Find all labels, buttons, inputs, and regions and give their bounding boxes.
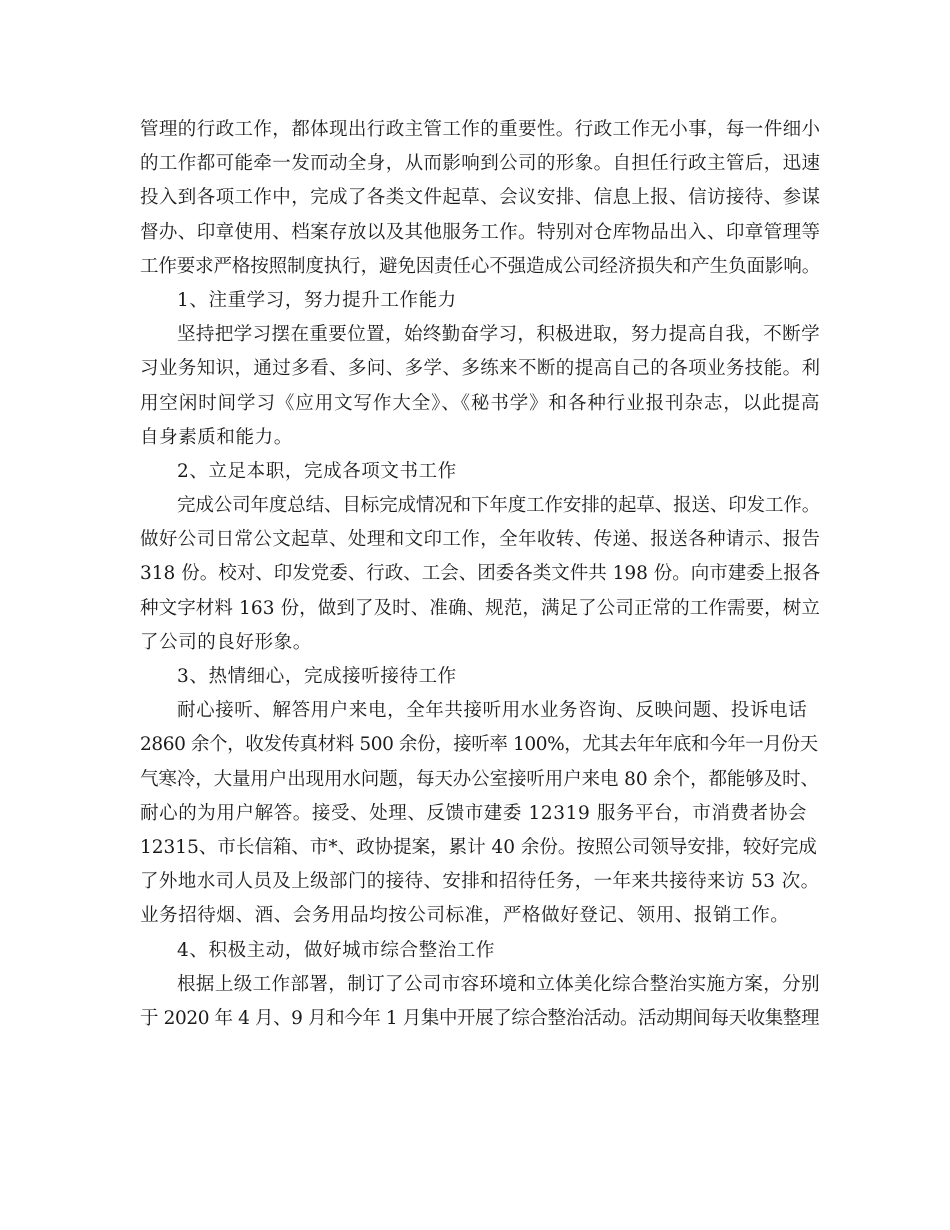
text-line: 318 份。校对、印发党委、行政、工会、团委各类文件共 198 份。向市建委上报各 [140,563,821,585]
text-line: 1、注重学习，努力提升工作能力 [177,289,457,311]
text-line: 2860 余个，收发传真材料 500 余份，接听率 100%，尤其去年年底和今年一月份天 [140,734,818,756]
text-line: 根据上级工作部署，制订了公司市容环境和立体美化综合整治实施方案，分别 [177,973,820,995]
text-line: 管理的行政工作，都体现出行政主管工作的重要性。行政工作无小事，每一件细小 [140,119,821,140]
text-line: 业务招待烟、酒、会务用品均按公司标准，严格做好登记、领用、报销工作。 [140,905,790,927]
text-line: 的工作都可能牵一发而动全身，从而影响到公司的形象。自担任行政主管后，迅速 [140,153,821,175]
document-body [140,113,820,1036]
text-line: 投入到各项工作中，完成了各类文件起草、会议安排、信息上报、信访接待、参谋 [140,187,821,209]
text-line: 用空闲时间学习《应用文写作大全》、《秘书学》和各种行业报刊杂志，以此提高 [140,392,820,414]
text-line: 4、积极主动，做好城市综合整治工作 [177,939,495,961]
text-line: 12315、市长信箱、市*、政协提案，累计 40 余份。按照公司领导安排，较好完成 [140,836,817,858]
text-line: 耐心的为用户解答。接受、处理、反馈市建委 12319 服务平台，市消费者协会 [140,802,807,824]
text-line: 3、热情细心，完成接听接待工作 [177,666,457,687]
text-line: 了公司的良好形象。 [140,631,312,653]
text-line: 做好公司日常公文起草、处理和文印工作，全年收转、传递、报送各种请示、报告 [140,529,821,551]
text-line: 种文字材料 163 份，做到了及时、准确、规范，满足了公司正常的工作需要，树立 [140,597,820,619]
text-line: 气寒冷，大量用户出现用水问题，每天办公室接听用户来电 80 余个，都能够及时、 [140,768,819,790]
text-line: 自身素质和能力。 [140,426,293,448]
text-line: 督办、印章使用、档案存放以及其他服务工作。特别对仓库物品出入、印章管理等 [140,221,821,243]
text-line: 耐心接听、解答用户来电，全年共接听用水业务咨询、反映问题、投诉电话 [177,700,808,722]
text-line: 2、立足本职，完成各项文书工作 [177,460,457,482]
text-line: 习业务知识，通过多看、多问、多学、多练来不断的提高自己的各项业务技能。利 [140,358,821,380]
text-line: 坚持把学习摆在重要位置，始终勤奋学习，积极进取，努力提高自我，不断学 [177,324,820,346]
text-line: 了外地水司人员及上级部门的接待、安排和招待任务，一年来共接待来访 53 次。 [140,871,820,893]
text-line: 完成公司年度总结、目标完成情况和下年度工作安排的起草、报送、印发工作。 [177,495,820,517]
text-line: 于 2020 年 4 月、9 月和今年 1 月集中开展了综合整治活动。活动期间每天收集整理 [140,1007,820,1029]
text-line: 工作要求严格按照制度执行，避免因责任心不强造成公司经济损失和产生负面影响。 [140,255,820,277]
